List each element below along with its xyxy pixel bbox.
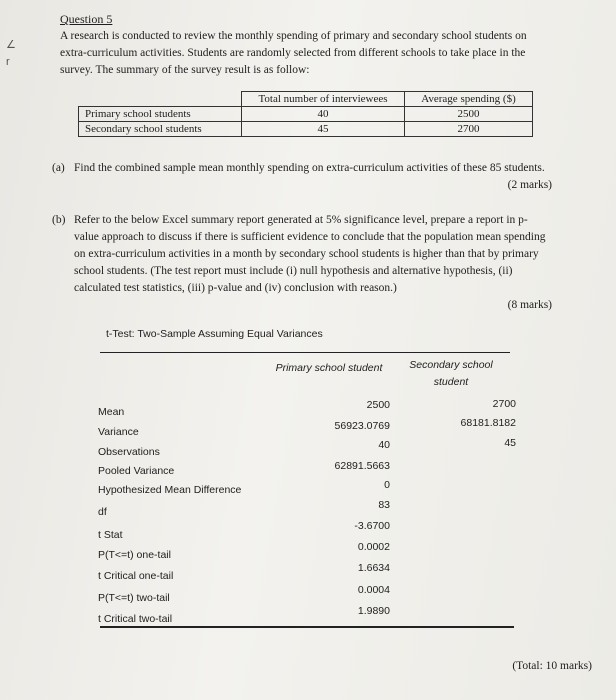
ttest-value-primary: 0	[384, 479, 390, 491]
margin-mark: r	[6, 56, 10, 68]
ttest-value-primary: -3.6700	[354, 520, 390, 532]
question-title: Question 5	[60, 12, 113, 26]
part-a-text: Find the combined sample mean monthly spending on extra-curriculum activities of these 85 students.	[74, 162, 545, 174]
total-marks: (Total: 10 marks)	[512, 660, 592, 672]
part-a-label: (a)	[52, 162, 65, 174]
ttest-value-primary: 56923.0769	[334, 420, 390, 432]
ttest-row-label: Mean	[98, 406, 125, 418]
ttest-value-primary: 83	[378, 499, 390, 511]
summary-header-cell	[79, 92, 242, 107]
summary-cell: 2700	[405, 122, 533, 137]
ttest-value-primary: 0.0002	[357, 541, 390, 553]
part-a-marks: (2 marks)	[507, 179, 552, 191]
summary-header-cell: Average spending ($)	[405, 92, 533, 107]
ttest-row-label: t Critical one-tail	[98, 570, 174, 582]
ttest-col1-header: Primary school student	[275, 362, 383, 374]
summary-cell: 45	[242, 122, 405, 137]
ttest-row-label: t Critical two-tail	[98, 613, 173, 625]
ttest-value-primary: 1.6634	[357, 562, 390, 574]
summary-cell: Primary school students	[79, 107, 242, 122]
part-a	[52, 160, 552, 194]
part-b-label: (b)	[52, 214, 66, 226]
summary-table	[78, 91, 533, 137]
ttest-value-primary: 1.9890	[357, 605, 390, 617]
ttest-title: t-Test: Two-Sample Assuming Equal Variances	[106, 328, 323, 340]
summary-cell: Secondary school students	[79, 122, 242, 137]
ttest-row-label: Hypothesized Mean Difference	[98, 484, 242, 496]
ttest-value-primary: 40	[378, 439, 390, 451]
ttest-value-primary: 0.0004	[357, 584, 390, 596]
ttest-value-secondary: 45	[504, 437, 516, 449]
part-b-text: Refer to the below Excel summary report generated at 5% significance level, prepare a report in p-value approach to discuss if there is sufficient evidence to conclude that the population mean spending on extra-curriculum activities in a month by secondary school students is higher than that by primary school students. (The test report must include (i) null hypothesis and alternative hypothesis, (ii) calculated test statistics, (iii) p-value and (iv) conclusion with reason.)	[74, 214, 546, 294]
ttest-value-secondary: 2700	[492, 398, 516, 410]
ttest-col2-header: Secondary school student	[409, 359, 493, 388]
ttest-value-secondary: 68181.8182	[460, 417, 516, 429]
ttest-row-label: Pooled Variance	[98, 465, 175, 477]
ttest-row-label: Variance	[98, 426, 139, 438]
summary-header-cell: Total number of interviewees	[242, 92, 405, 107]
ttest-value-primary: 2500	[366, 399, 390, 411]
question-intro: A research is conducted to review the monthly spending of primary and secondary school students on extra-curriculum activities. Students are randomly selected from different schools to take place in the survey. The summary of the survey result is as follow:	[60, 30, 527, 76]
ttest-row-label: t Stat	[98, 529, 123, 541]
ttest-row-label: P(T<=t) two-tail	[98, 592, 170, 604]
summary-row	[79, 122, 533, 137]
summary-row	[79, 107, 533, 122]
summary-cell: 2500	[405, 107, 533, 122]
ttest-top-rule	[100, 352, 510, 353]
ttest-row-label: Observations	[98, 446, 160, 458]
margin-mark: ∠	[6, 39, 16, 51]
ttest-row-label: df	[98, 506, 107, 518]
ttest-bottom-rule	[100, 626, 514, 628]
part-b	[52, 212, 552, 314]
ttest-value-primary: 62891.5663	[334, 460, 390, 472]
ttest-row-label: P(T<=t) one-tail	[98, 549, 171, 561]
summary-cell: 40	[242, 107, 405, 122]
summary-header-row	[79, 92, 533, 107]
part-b-marks: (8 marks)	[507, 299, 552, 311]
